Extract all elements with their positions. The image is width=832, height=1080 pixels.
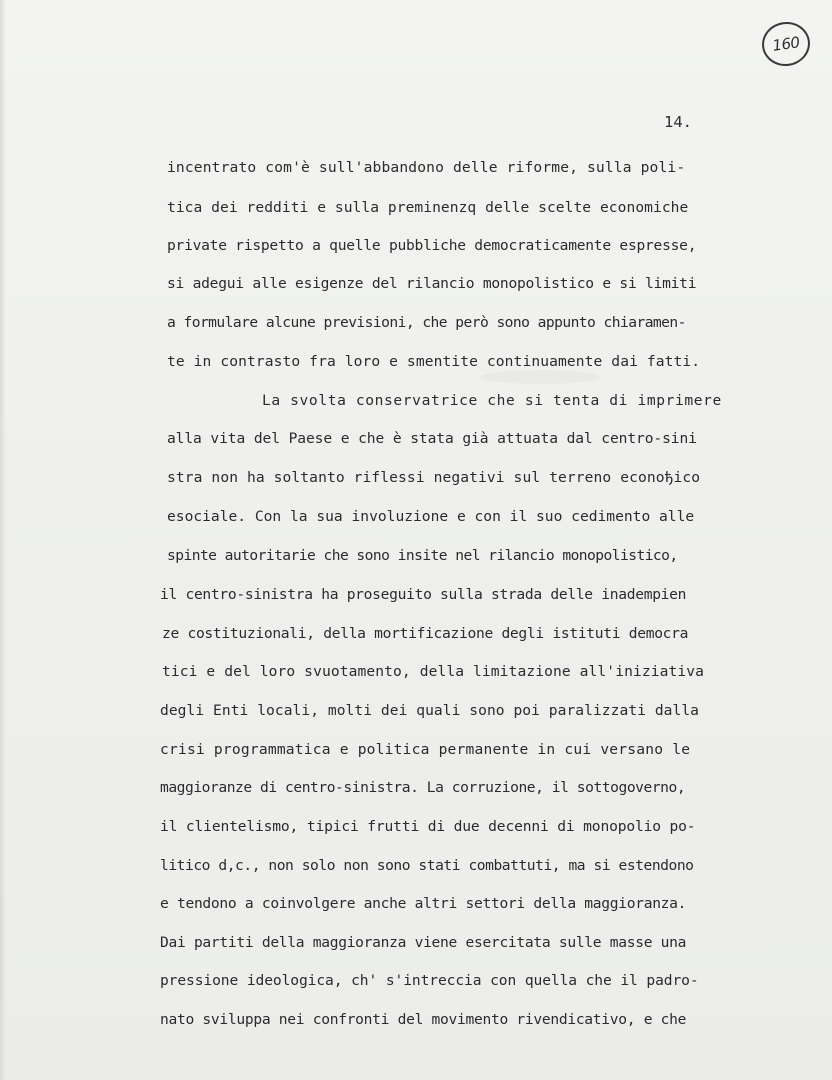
text-line: crisi programmatica e politica permanente in cui versano le (160, 741, 691, 758)
text-line: La svolta conservatrice che si tenta di imprimere (262, 392, 722, 409)
text-line: nato sviluppa nei confronti del movimento rivendicativo, e che (160, 1011, 687, 1028)
text-line: incentrato com'è sull'abbandono delle riforme, sulla poli- (167, 159, 686, 176)
text-line: litico d,c., non solo non sono stati combattuti, ma si estendono (160, 857, 694, 874)
text-line: Dai partiti della maggioranza viene esercitata sulle masse una (160, 934, 687, 951)
text-line: e tendono a coinvolgere anche altri settori della maggioranza. (160, 895, 687, 912)
text-line: stra non ha soltanto riflessi negativi sul terreno econoђico (167, 469, 701, 486)
text-line: spinte autoritarie che sono insite nel rilancio monopolistico, (167, 547, 678, 564)
text-line: il centro-sinistra ha proseguito sulla strada delle inadempien (160, 586, 687, 603)
text-line: pressione ideologica, ch' s'intreccia con quella che il padro- (160, 972, 699, 989)
archive-number-stamp (759, 19, 813, 69)
text-line: tica dei redditi e sulla preminenzq delle scelte economiche (167, 199, 689, 216)
text-line: private rispetto a quelle pubbliche democraticamente espresse, (167, 237, 697, 254)
text-line: alla vita del Paese e che è stata già attuata dal centro-sini (167, 430, 697, 447)
text-line: maggioranze di centro-sinistra. La corruzione, il sottogoverno, (160, 779, 686, 796)
text-line: ze costituzionali, della mortificazione degli istituti democra (162, 625, 689, 642)
text-line: si adegui alle esigenze del rilancio monopolistico e si limiti (167, 275, 697, 292)
text-line: degli Enti locali, molti dei quali sono poi paralizzati dalla (160, 702, 700, 719)
archive-number: 160 (771, 33, 801, 55)
text-line: esociale. Con la sua involuzione e con il suo cedimento alle (167, 508, 695, 525)
text-line: te in contrasto fra loro e smentite continuamente dai fatti. (167, 353, 701, 370)
text-line: il clientelismo, tipici frutti di due decenni di monopolio po- (160, 818, 696, 835)
page-edge-shadow (0, 0, 6, 1080)
text-line: a formulare alcune previsioni, che però sono appunto chiaramen- (167, 314, 686, 331)
ink-smudge (480, 370, 600, 384)
text-line: tici e del loro svuotamento, della limitazione all'iniziativa (162, 663, 705, 680)
page-number: 14. (664, 113, 692, 131)
